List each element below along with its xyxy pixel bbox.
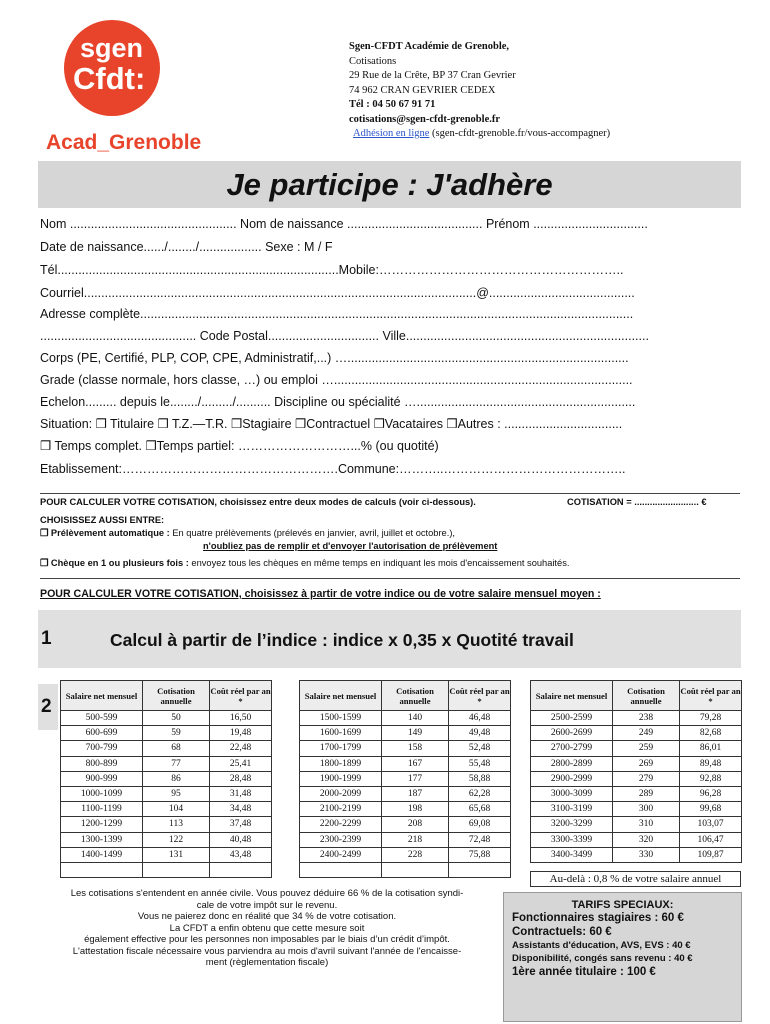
note-line: Les cotisations s'entendent en année civile. Vous pouvez déduire 66 % de la cotisation syndi-	[70, 888, 464, 899]
real-cost-cell: 58,88	[449, 771, 511, 786]
annual-cotisation-cell: 259	[613, 741, 680, 756]
annual-cotisation-cell	[143, 862, 210, 877]
option-direct-debit[interactable]	[40, 527, 455, 539]
annual-cotisation-cell: 59	[143, 726, 210, 741]
real-cost-cell: 55,48	[449, 756, 511, 771]
col-header-annual: Cotisation annuelle	[382, 681, 449, 711]
annual-cotisation-cell: 310	[613, 817, 680, 832]
special-rates-box	[503, 892, 742, 1022]
page-title: Je participe : J'adhère	[226, 167, 553, 202]
beyond-rate: Au-delà : 0,8 % de votre salaire annuel	[530, 871, 741, 887]
salary-range-cell: 1600-1699	[300, 726, 382, 741]
real-cost-cell: 106,47	[680, 832, 742, 847]
annual-cotisation-cell: 228	[382, 847, 449, 862]
real-cost-cell	[210, 862, 272, 877]
salary-range-cell: 1300-1399	[61, 832, 143, 847]
table-row	[300, 802, 511, 817]
table-row	[61, 862, 272, 877]
salary-table-2	[299, 680, 511, 878]
col-header-real: Coût réel par an *	[449, 681, 511, 711]
field-grade[interactable]: Grade (classe normale, hors classe, …) ou emploi …......................................................................................	[40, 373, 633, 387]
col-header-real: Coût réel par an *	[680, 681, 742, 711]
field-email[interactable]: Courriel.................................................................................................................@..........................................	[40, 286, 635, 300]
real-cost-cell: 92,88	[680, 771, 742, 786]
real-cost-cell: 40,48	[210, 832, 272, 847]
table-row	[531, 786, 742, 801]
annual-cotisation-cell: 218	[382, 832, 449, 847]
real-cost-cell: 99,68	[680, 802, 742, 817]
salary-range-cell: 3300-3399	[531, 832, 613, 847]
salary-range-cell: 900-999	[61, 771, 143, 786]
salary-range-cell: 3000-3099	[531, 786, 613, 801]
phone: Tél : 04 50 67 91 71	[349, 99, 436, 110]
table-row	[531, 771, 742, 786]
salary-range-cell: 600-699	[61, 726, 143, 741]
field-echelon[interactable]: Echelon......... depuis le......../........./.......... Discipline ou spécialité …...............................................................	[40, 395, 636, 409]
email[interactable]: cotisations@sgen-cfdt-grenoble.fr	[349, 113, 501, 125]
annual-cotisation-cell: 149	[382, 726, 449, 741]
salary-table-3	[530, 680, 742, 863]
salary-range-cell: 2400-2499	[300, 847, 382, 862]
section-index-calc	[38, 610, 741, 668]
sgen-cfdt-logo	[46, 8, 202, 158]
salary-range-cell: 1200-1299	[61, 817, 143, 832]
field-corps[interactable]: Corps (PE, Certifié, PLP, COP, CPE, Administratif,...) ….................................................................................	[40, 351, 629, 365]
rate-line: Assistants d'éducation, AVS, EVS : 40 €	[512, 940, 691, 951]
salary-range-cell: 3200-3299	[531, 817, 613, 832]
field-address[interactable]: Adresse complète..............................................................................................................................................	[40, 307, 634, 321]
col-header-real: Coût réel par an *	[210, 681, 272, 711]
real-cost-cell: 22,48	[210, 741, 272, 756]
real-cost-cell: 31,48	[210, 786, 272, 801]
salary-range-cell: 2000-2099	[300, 786, 382, 801]
logo-text-cfdt: Cfdt:	[73, 61, 146, 96]
option-cheque-text: envoyez tous les chèques en même temps en indiquant les mois d'encaissement souhaités.	[188, 558, 570, 568]
table-row	[300, 741, 511, 756]
field-situation[interactable]: Situation: ❒ Titulaire ❒ T.Z.—T.R. ❒Stagiaire ❒Contractuel ❒Vacataires ❒Autres : ..................................	[40, 417, 623, 431]
table-row	[300, 847, 511, 862]
annual-cotisation-cell: 113	[143, 817, 210, 832]
salary-range-cell: 700-799	[61, 741, 143, 756]
address-line: 74 962 CRAN GEVRIER CEDEX	[349, 84, 496, 96]
real-cost-cell: 16,50	[210, 711, 272, 726]
field-postcode-city[interactable]: ............................................. Code Postal................................ Ville......................................................................	[40, 329, 649, 343]
table-row	[61, 756, 272, 771]
annual-cotisation-cell: 95	[143, 786, 210, 801]
col-header-salary: Salaire net mensuel	[531, 681, 613, 711]
table-row	[300, 726, 511, 741]
real-cost-cell: 49,48	[449, 726, 511, 741]
address-line: Cotisations	[349, 55, 397, 67]
note-line: L'attestation fiscale nécessaire vous parviendra au mois d'avril suivant l'année de l'encaisse-	[72, 945, 462, 957]
table-row	[531, 802, 742, 817]
table-row	[531, 847, 742, 862]
col-header-salary: Salaire net mensuel	[300, 681, 382, 711]
cotisation-field[interactable]: COTISATION = ......................... €	[567, 497, 707, 507]
real-cost-cell: 72,48	[449, 832, 511, 847]
logo-subtitle: Acad_Grenoble	[46, 131, 202, 154]
real-cost-cell: 46,48	[449, 711, 511, 726]
section-salary-calc	[38, 684, 58, 730]
table-row	[531, 711, 742, 726]
annual-cotisation-cell: 249	[613, 726, 680, 741]
online-membership	[349, 127, 610, 142]
annual-cotisation-cell: 68	[143, 741, 210, 756]
salary-range-cell: 800-899	[61, 756, 143, 771]
real-cost-cell: 34,48	[210, 802, 272, 817]
salary-range-cell: 3100-3199	[531, 802, 613, 817]
annual-cotisation-cell: 50	[143, 711, 210, 726]
online-membership-url: (sgen-cfdt-grenoble.fr/vous-accompagner)	[432, 128, 611, 139]
table-row	[300, 786, 511, 801]
annual-cotisation-cell: 320	[613, 832, 680, 847]
table-row	[61, 726, 272, 741]
table-row	[531, 756, 742, 771]
real-cost-cell: 52,48	[449, 741, 511, 756]
salary-range-cell: 2300-2399	[300, 832, 382, 847]
annual-cotisation-cell: 158	[382, 741, 449, 756]
table-row	[61, 741, 272, 756]
table-row	[61, 771, 272, 786]
table-row	[531, 741, 742, 756]
how-to-calculate: POUR CALCULER VOTRE COTISATION, choisissez à partir de votre indice ou de votre salaire mensuel moyen :	[40, 588, 601, 600]
real-cost-cell: 75,88	[449, 847, 511, 862]
salary-range-cell: 1900-1999	[300, 771, 382, 786]
real-cost-cell: 69,08	[449, 817, 511, 832]
real-cost-cell: 62,28	[449, 786, 511, 801]
option-direct-debit-label: ❒ Prélèvement automatique :	[40, 528, 170, 538]
note-line: Vous ne paierez donc en réalité que 34 % de votre cotisation.	[137, 911, 397, 922]
table-row	[531, 817, 742, 832]
rate-line: 1ère année titulaire : 100 €	[512, 966, 656, 978]
annual-cotisation-cell: 131	[143, 847, 210, 862]
direct-debit-note-text: n'oubliez pas de remplir et d'envoyer l'autorisation de prélèvement	[203, 541, 498, 551]
salary-range-cell: 2800-2899	[531, 756, 613, 771]
real-cost-cell	[449, 862, 511, 877]
field-phone[interactable]: Tél.................................................................................Mobile:…………………………………………………..	[40, 263, 624, 277]
annual-cotisation-cell: 177	[382, 771, 449, 786]
choose-title-text: CHOISISSEZ AUSSI ENTRE:	[40, 515, 165, 525]
salary-range-cell: 1100-1199	[61, 802, 143, 817]
real-cost-cell: 79,28	[680, 711, 742, 726]
salary-range-cell: 2700-2799	[531, 741, 613, 756]
salary-range-cell: 1500-1599	[300, 711, 382, 726]
real-cost-cell: 103,07	[680, 817, 742, 832]
table-row	[300, 771, 511, 786]
option-cheque[interactable]	[40, 557, 569, 569]
option-cheque-label: ❒ Chèque en 1 ou plusieurs fois :	[40, 558, 189, 568]
real-cost-cell: 109,87	[680, 847, 742, 862]
calc-instruction: POUR CALCULER VOTRE COTISATION, choisissez entre deux modes de calculs (voir ci-dessous).	[40, 497, 476, 507]
note-line: ment (règlementation fiscale)	[205, 957, 329, 968]
rate-line: Disponibilité, congés sans revenu : 40 €	[512, 953, 693, 964]
annual-cotisation-cell: 187	[382, 786, 449, 801]
annual-cotisation-cell: 269	[613, 756, 680, 771]
logo-text-sgen: sgen	[80, 33, 144, 63]
salary-range-cell: 1700-1799	[300, 741, 382, 756]
annual-cotisation-cell: 122	[143, 832, 210, 847]
annual-cotisation-cell: 279	[613, 771, 680, 786]
table-row	[300, 756, 511, 771]
address-block	[349, 40, 610, 142]
org-name: Sgen-CFDT Académie de Grenoble,	[349, 41, 510, 52]
real-cost-cell: 82,68	[680, 726, 742, 741]
option-direct-debit-text: En quatre prélèvements (prélevés en janvier, avril, juillet et octobre.),	[169, 528, 455, 538]
table-row	[61, 711, 272, 726]
salary-range-cell: 500-599	[61, 711, 143, 726]
section-title-1: Calcul à partir de l’indice : indice x 0,35 x Quotité travail	[110, 630, 574, 650]
real-cost-cell: 37,48	[210, 817, 272, 832]
annual-cotisation-cell: 104	[143, 802, 210, 817]
rate-line: Fonctionnaires stagiaires : 60 €	[512, 912, 684, 924]
annual-cotisation-cell	[382, 862, 449, 877]
title-banner	[38, 161, 741, 208]
salary-range-cell: 2900-2999	[531, 771, 613, 786]
real-cost-cell: 43,48	[210, 847, 272, 862]
section-number-1: 1	[41, 628, 52, 649]
calc-line	[40, 493, 740, 507]
special-rates-title: TARIFS SPECIAUX:	[571, 899, 674, 911]
annual-cotisation-cell: 238	[613, 711, 680, 726]
field-name[interactable]: Nom ................................................ Nom de naissance ....................................... Prénom .................................	[40, 217, 648, 231]
tax-notes	[32, 888, 502, 969]
annual-cotisation-cell: 86	[143, 771, 210, 786]
table-row	[61, 817, 272, 832]
annual-cotisation-cell: 198	[382, 802, 449, 817]
salary-range-cell	[300, 862, 382, 877]
note-line: La CFDT a enfin obtenu que cette mesure soit	[169, 922, 365, 934]
section-number-2: 2	[41, 696, 52, 717]
real-cost-cell: 86,01	[680, 741, 742, 756]
annual-cotisation-cell: 140	[382, 711, 449, 726]
salary-range-cell: 2100-2199	[300, 802, 382, 817]
real-cost-cell: 96,28	[680, 786, 742, 801]
annual-cotisation-cell: 300	[613, 802, 680, 817]
col-header-salary: Salaire net mensuel	[61, 681, 143, 711]
table-row	[300, 817, 511, 832]
annual-cotisation-cell: 330	[613, 847, 680, 862]
col-header-annual: Cotisation annuelle	[613, 681, 680, 711]
annual-cotisation-cell: 167	[382, 756, 449, 771]
note-line: cale de votre impôt sur le revenu.	[196, 899, 338, 911]
real-cost-cell: 65,68	[449, 802, 511, 817]
salary-range-cell	[61, 862, 143, 877]
online-membership-link[interactable]: Adhésion en ligne	[353, 128, 430, 139]
annual-cotisation-cell: 77	[143, 756, 210, 771]
note-line: également effective pour les personnes non imposables par le biais d’un crédit d’impôt.	[84, 934, 450, 945]
address-line: 29 Rue de la Crête, BP 37 Cran Gevrier	[349, 70, 516, 81]
field-working-time[interactable]: ❒ Temps complet. ❒Temps partiel: ………………………...% (ou quotité)	[40, 439, 439, 453]
annual-cotisation-cell: 289	[613, 786, 680, 801]
table-row	[300, 862, 511, 877]
table-row	[531, 726, 742, 741]
table-row	[61, 832, 272, 847]
salary-range-cell: 3400-3499	[531, 847, 613, 862]
real-cost-cell: 19,48	[210, 726, 272, 741]
table-row	[300, 832, 511, 847]
rate-line: Contractuels: 60 €	[512, 926, 612, 938]
table-row	[300, 711, 511, 726]
choose-title	[40, 514, 164, 526]
salary-range-cell: 1400-1499	[61, 847, 143, 862]
salary-range-cell: 2200-2299	[300, 817, 382, 832]
field-birth[interactable]: Date de naissance....../......../.................. Sexe : M / F	[40, 240, 333, 254]
direct-debit-note	[203, 540, 497, 552]
salary-range-cell: 1800-1899	[300, 756, 382, 771]
real-cost-cell: 28,48	[210, 771, 272, 786]
col-header-annual: Cotisation annuelle	[143, 681, 210, 711]
salary-table-1	[60, 680, 272, 878]
divider	[40, 578, 740, 579]
salary-range-cell: 1000-1099	[61, 786, 143, 801]
salary-range-cell: 2600-2699	[531, 726, 613, 741]
real-cost-cell: 89,48	[680, 756, 742, 771]
table-row	[61, 802, 272, 817]
real-cost-cell: 25,41	[210, 756, 272, 771]
salary-range-cell: 2500-2599	[531, 711, 613, 726]
annual-cotisation-cell: 208	[382, 817, 449, 832]
table-row	[61, 786, 272, 801]
field-school[interactable]: Etablissement:…………………………………………….Commune:………..……………………………………..	[40, 462, 626, 476]
table-row	[531, 832, 742, 847]
table-row	[61, 847, 272, 862]
